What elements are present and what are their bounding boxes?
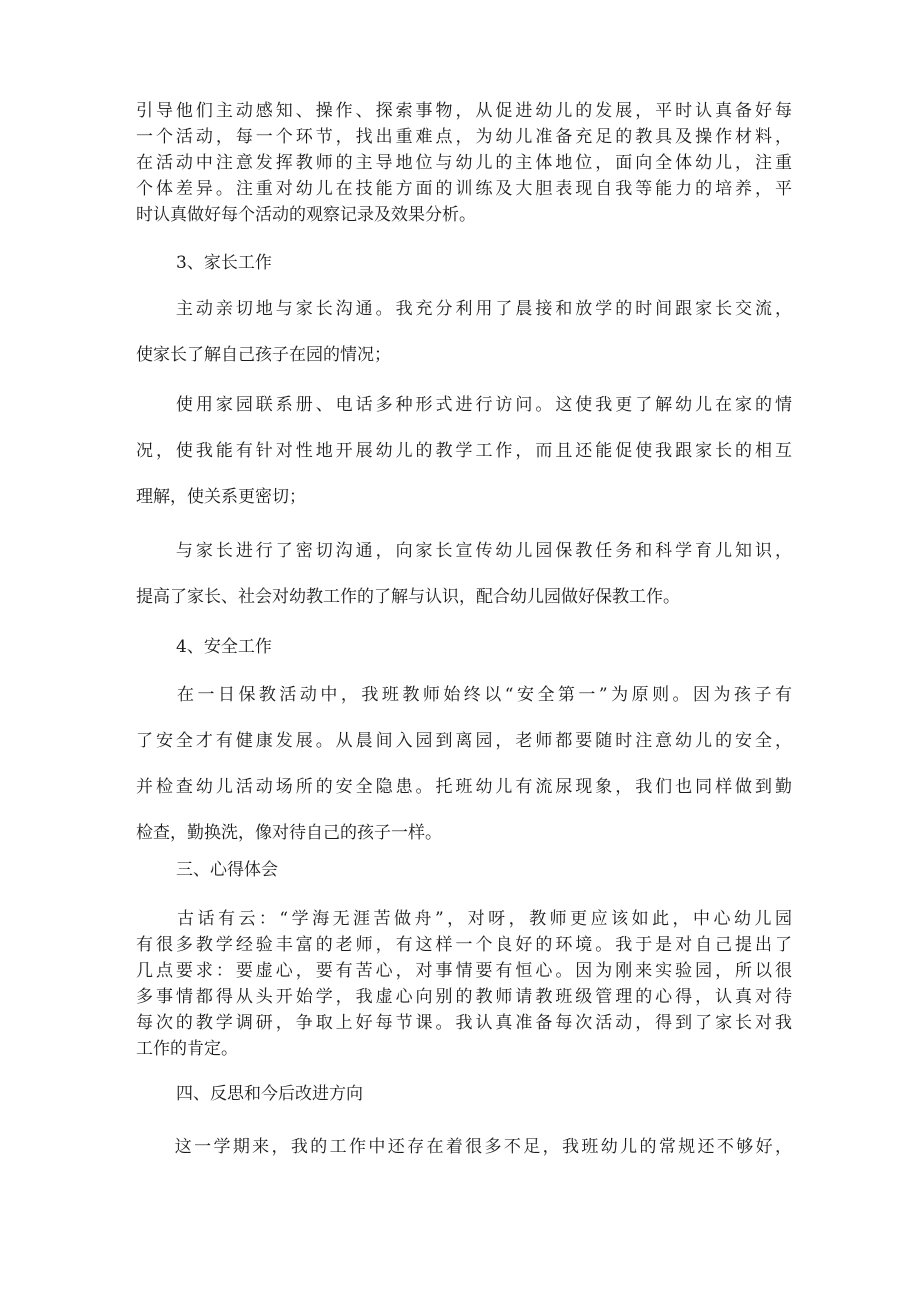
text-line: 在活动中注意发挥教师的主导地位与幼儿的主体地位，面向全体幼儿，注重	[136, 153, 792, 173]
paragraph-safety	[136, 672, 792, 856]
text-line: 主动亲切地与家长沟通。我充分利用了晨接和放学的时间跟家长交流，	[136, 299, 792, 319]
text-line: 几点要求：要虚心，要有苦心，对事情要有恒心。因为刚来实验园，所以很	[136, 961, 792, 981]
text-line: 在一日保教活动中，我班教师始终以“安全第一”为原则。因为孩子有	[136, 685, 792, 705]
text-line: 况，使我能有针对性地开展幼儿的教学工作，而且还能促使我跟家长的相互	[136, 441, 792, 461]
text-line: 提高了家长、社会对幼教工作的了解与认识，配合幼儿园做好保教工作。	[136, 587, 680, 607]
section-heading-reflection: 四、反思和今后改进方向	[176, 1084, 363, 1104]
text-line: 每次的教学调研，争取上好每节课。我认真准备每次活动，得到了家长对我	[136, 1013, 792, 1033]
text-line: 与家长进行了密切沟通，向家长宣传幼儿园保教任务和科学育儿知识，	[136, 541, 792, 561]
text-line: 有很多教学经验丰富的老师，有这样一个良好的环境。我于是对自己提出了	[136, 935, 792, 955]
text-line: 理解，使关系更密切；	[136, 487, 306, 507]
text-line: 一个活动，每一个环节，找出重难点，为幼儿准备充足的教具及操作材料，	[136, 127, 792, 147]
text-line: 个体差异。注重对幼儿在技能方面的训练及大胆表现自我等能力的培养，平	[136, 179, 792, 199]
text-line: 工作的肯定。	[136, 1039, 238, 1059]
text-line: 并检查幼儿活动场所的安全隐患。托班幼儿有流尿现象，我们也同样做到勤	[136, 777, 792, 797]
text-line: 使家长了解自己孩子在园的情况；	[136, 345, 391, 365]
text-line: 这一学期来，我的工作中还存在着很多不足，我班幼儿的常规还不够好，	[136, 1137, 792, 1157]
section-heading-parent-work: 3、家长工作	[176, 253, 272, 273]
paragraph-parent-communication	[136, 286, 792, 378]
text-line: 引导他们主动感知、操作、探索事物，从促进幼儿的发展，平时认真备好每	[136, 101, 792, 121]
text-line: 了安全才有健康发展。从晨间入园到离园，老师都要随时注意幼儿的安全，	[136, 731, 792, 751]
text-line: 多事情都得从头开始学，我虚心向别的教师请教班级管理的心得，认真对待	[136, 987, 792, 1007]
paragraph-teaching-work	[136, 98, 792, 228]
paragraph-experience	[136, 906, 792, 1062]
text-line: 检查，勤换洗，像对待自己的孩子一样。	[136, 823, 442, 843]
paragraph-parent-education	[136, 528, 792, 620]
text-line: 古话有云：“学海无涯苦做舟”，对呀，教师更应该如此，中心幼儿园	[136, 909, 792, 929]
paragraph-home-contact	[136, 382, 792, 520]
paragraph-reflection	[136, 1134, 792, 1160]
text-line: 时认真做好每个活动的观察记录及效果分析。	[136, 205, 476, 225]
section-heading-safety: 4、安全工作	[176, 637, 272, 657]
section-heading-experience: 三、心得体会	[176, 860, 278, 880]
text-line: 使用家园联系册、电话多种形式进行访问。这使我更了解幼儿在家的情	[136, 395, 792, 415]
